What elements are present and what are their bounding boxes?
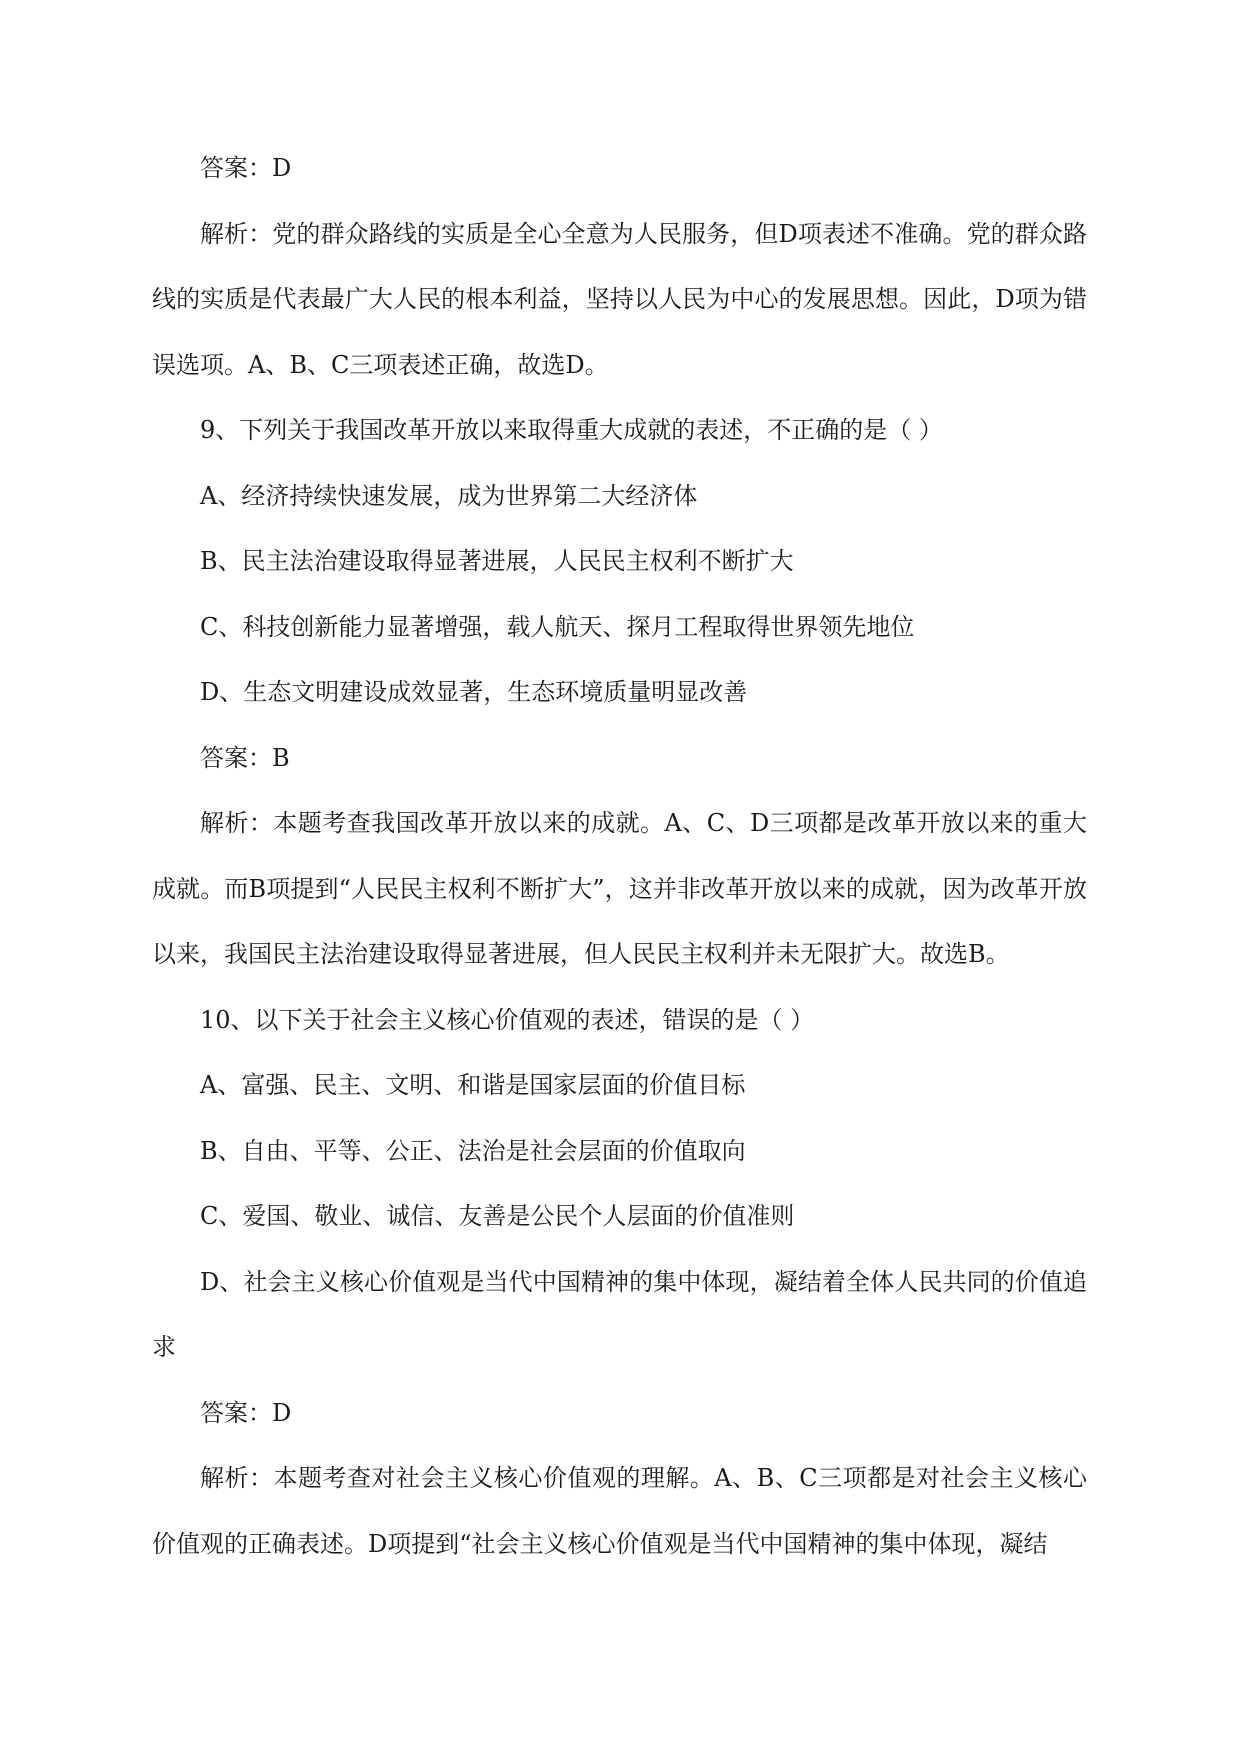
question-9-option-a: A、经济持续快速发展，成为世界第二大经济体: [200, 481, 698, 510]
answer-9: 答案：B: [200, 743, 290, 772]
question-9: 9、下列关于我国改革开放以来取得重大成就的表述，不正确的是（ ）: [200, 416, 943, 444]
explanation-8: 解析：党的群众路线的实质是全心全意为人民服务，但D项表述不准确。党的群众路线的实质是代表最广大人民的根本利益，坚持以人民为中心的发展思想。因此，D项为错误选项。A、B、C三项表述正确，故选D。: [152, 219, 1087, 379]
question-10-option-d: D、社会主义核心价值观是当代中国精神的集中体现，凝结着全体人民共同的价值追求: [152, 1267, 1087, 1361]
question-9-option-b: B、民主法治建设取得显著进展，人民民主权利不断扩大: [200, 547, 794, 575]
question-10: 10、以下关于社会主义核心价值观的表述，错误的是（ ）: [200, 1005, 815, 1034]
question-10-option-a: A、富强、民主、文明、和谐是国家层面的价值目标: [200, 1071, 746, 1099]
question-9-option-c: C、科技创新能力显著增强，载人航天、探月工程取得世界领先地位: [200, 612, 915, 641]
explanation-10: 解析：本题考查对社会主义核心价值观的理解。A、B、C三项都是对社会主义核心价值观的正确表述。D项提到“社会主义核心价值观是当代中国精神的集中体现，凝结: [152, 1464, 1087, 1558]
document-page: [152, 136, 1087, 1577]
question-9-option-d: D、生态文明建设成效显著，生态环境质量明显改善: [200, 678, 748, 706]
answer-8: 答案：D: [200, 154, 292, 182]
question-10-option-c: C、爱国、敬业、诚信、友善是公民个人层面的价值准则: [200, 1202, 795, 1230]
answer-10: 答案：D: [200, 1398, 292, 1427]
explanation-9: 解析：本题考查我国改革开放以来的成就。A、C、D三项都是改革开放以来的重大成就。而B项提到“人民民主权利不断扩大”，这并非改革开放以来的成就，因为改革开放以来，我国民主法治建设取得显著进展，但人民民主权利并未无限扩大。故选B。: [152, 809, 1087, 968]
question-10-option-b: B、自由、平等、公正、法治是社会层面的价值取向: [200, 1136, 746, 1165]
